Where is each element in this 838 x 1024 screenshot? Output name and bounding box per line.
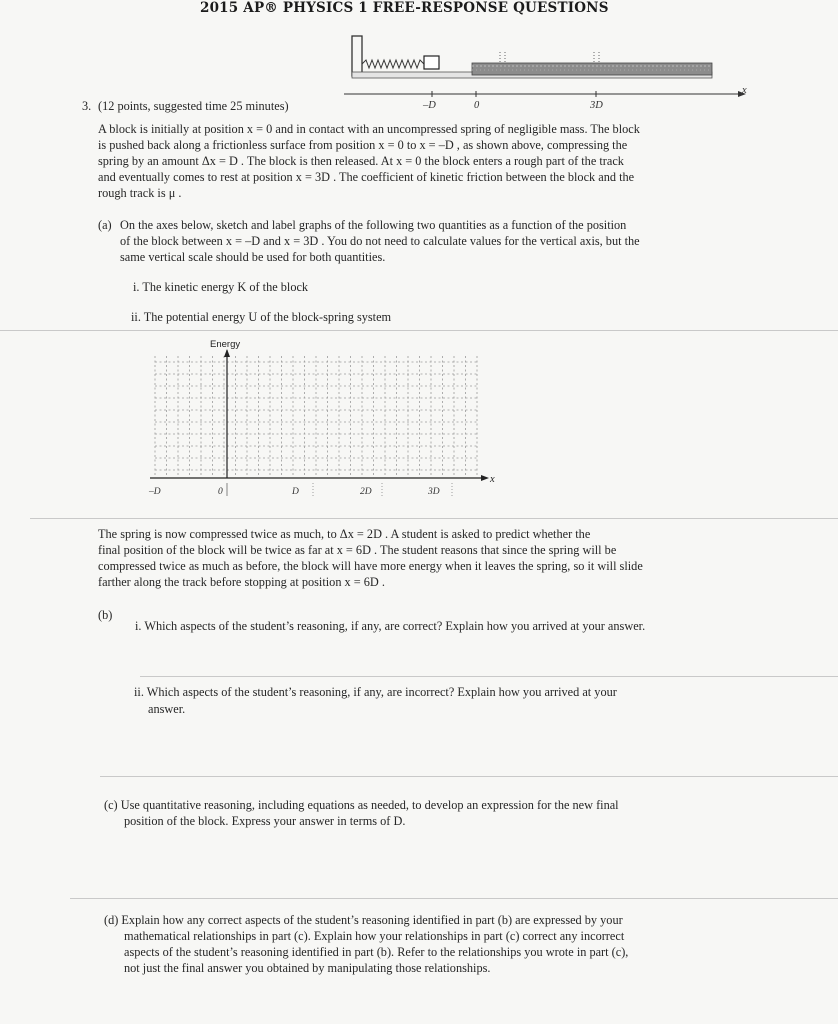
intro-line-1: A block is initially at position x = 0 and in contact with an uncompressed spring of negligible mass. The block bbox=[98, 122, 640, 136]
intro-line-4: and eventually comes to rest at position x = 3D . The coefficient of kinetic friction between the block and the bbox=[98, 170, 635, 184]
question-points: (12 points, suggested time 25 minutes) bbox=[98, 99, 289, 113]
part-d-line-2: mathematical relationships in part (c). Explain how your relationships in part (c) correct any incorrect bbox=[124, 929, 625, 943]
divider bbox=[70, 898, 838, 899]
energy-graph bbox=[0, 0, 838, 510]
graph-grid bbox=[155, 356, 478, 476]
part-b-item-ii-line-1: ii. Which aspects of the student’s reasoning, if any, are incorrect? Explain how you arrived at your bbox=[134, 685, 617, 699]
tick-neg-d: –D bbox=[149, 487, 161, 497]
graph-x-label: x bbox=[490, 474, 495, 485]
y-axis-label: Energy bbox=[210, 339, 241, 350]
tick-3d: 3D bbox=[428, 487, 440, 497]
label-neg-d: –D bbox=[423, 100, 436, 111]
divider bbox=[30, 518, 838, 519]
intro-line-2: is pushed back along a frictionless surface from position x = 0 to x = –D , as shown above, compressing the bbox=[98, 138, 628, 152]
student-line-4: farther along the track before stopping at position x = 6D . bbox=[98, 575, 385, 589]
part-b-item-i: i. Which aspects of the student’s reasoning, if any, are correct? Explain how you arrived at your answer. bbox=[135, 619, 646, 633]
part-d-line-4: not just the final answer you obtained by manipulating those relationships. bbox=[124, 961, 491, 975]
part-a-line-2: of the block between x = –D and x = 3D . You do not need to calculate values for the vertical axis, but the bbox=[120, 234, 640, 248]
student-line-3: compressed twice as much as before, the block will have more energy when it leaves the spring, so it will slide bbox=[98, 559, 643, 573]
tick-d: D bbox=[292, 487, 299, 497]
part-b-label: (b) bbox=[98, 608, 113, 622]
label-3d: 3D bbox=[590, 100, 603, 111]
part-a-item-i: i. The kinetic energy K of the block bbox=[133, 280, 309, 294]
question-number: 3. bbox=[82, 99, 92, 113]
tick-zero: 0 bbox=[218, 487, 223, 497]
student-line-1: The spring is now compressed twice as much, to Δx = 2D . A student is asked to predict whether the bbox=[98, 527, 591, 541]
part-d-line-1: (d) Explain how any correct aspects of the student’s reasoning identified in part (b) are expressed by your bbox=[104, 913, 623, 927]
divider bbox=[100, 776, 838, 777]
intro-line-5: rough track is μ . bbox=[98, 186, 182, 200]
student-line-2: final position of the block will be twice as far at x = 6D . The student reasons that since the spring will be bbox=[98, 543, 617, 557]
part-c-line-2: position of the block. Express your answer in terms of D. bbox=[124, 814, 406, 828]
part-a-label: (a) bbox=[98, 218, 112, 232]
label-x: x bbox=[742, 85, 747, 96]
label-zero: 0 bbox=[474, 100, 480, 111]
part-a-line-3: same vertical scale should be used for both quantities. bbox=[120, 250, 386, 264]
part-a-line-1: On the axes below, sketch and label graphs of the following two quantities as a function of the position bbox=[120, 218, 627, 232]
divider bbox=[140, 676, 838, 677]
part-a-item-ii: ii. The potential energy U of the block-spring system bbox=[131, 310, 392, 324]
part-d-line-3: aspects of the student’s reasoning identified in part (b). Refer to the relationships you wrote in part (c), bbox=[124, 945, 629, 959]
part-c-line-1: (c) Use quantitative reasoning, including equations as needed, to develop an expression for the new final bbox=[104, 798, 619, 812]
page-title: 2015 AP® PHYSICS 1 FREE-RESPONSE QUESTIONS bbox=[200, 0, 609, 16]
part-b-item-ii-line-2: answer. bbox=[148, 702, 186, 716]
tick-2d: 2D bbox=[360, 487, 372, 497]
intro-line-3: spring by an amount Δx = D . The block is then released. At x = 0 the block enters a rough part of the track bbox=[98, 154, 624, 168]
